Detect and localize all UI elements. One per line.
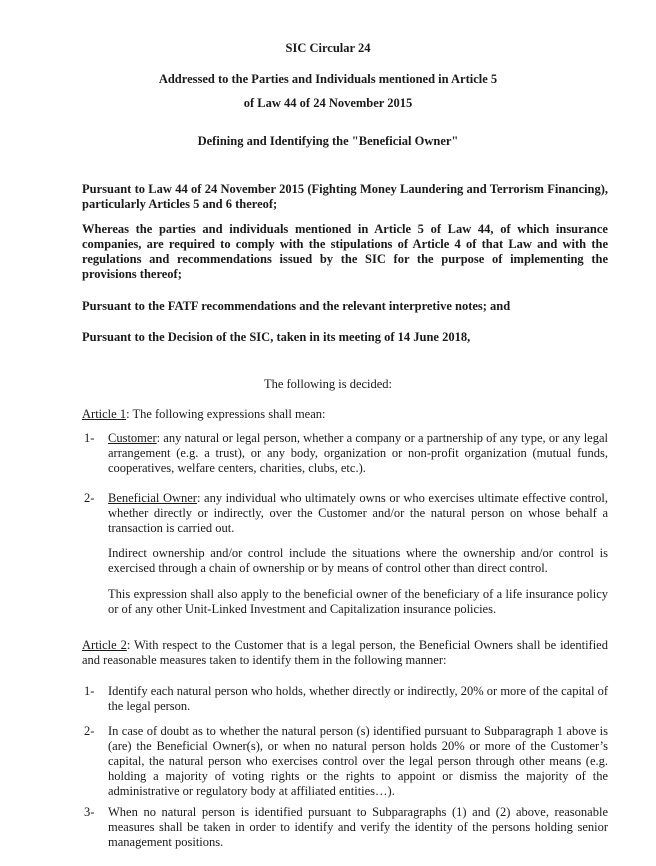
article-2-item-3 <box>84 805 608 850</box>
defining-heading: Defining and Identifying the "Beneficial Owner" <box>197 134 459 148</box>
term-beneficial-owner: Beneficial Owner <box>108 491 197 505</box>
article-2-label: Article 2 <box>82 638 127 652</box>
article-2-item-3-text: When no natural person is identified pursuant to Subparagraphs (1) and (2) above, reasonable measures shall be taken in order to identify and verify the identity of the persons holding senior management positions. <box>108 805 608 849</box>
article-1-label: Article 1 <box>82 407 127 421</box>
article-2-intro-text: : With respect to the Customer that is a legal person, the Beneficial Owners shall be identified and reasonable measures taken to identify them in the following manner: <box>82 638 608 667</box>
list-number: 1- <box>84 431 95 445</box>
term-customer: Customer <box>108 431 157 445</box>
list-number: 3- <box>84 805 95 819</box>
list-number: 2- <box>84 724 95 738</box>
article-1-item-customer <box>84 431 608 476</box>
decided-line: The following is decided: <box>263 377 393 391</box>
addressed-line: Addressed to the Parties and Individuals mentioned in Article 5 <box>158 72 498 86</box>
article-2-item-1 <box>84 684 608 714</box>
paragraph-indirect-ownership: Indirect ownership and/or control include the situations where the ownership and/or control is exercised through a chain of ownership or by means of control other than direct control. <box>108 546 608 575</box>
article-2-item-2-text: In case of doubt as to whether the natural person (s) identified pursuant to Subparagraph 1 above is (are) the Beneficial Owner(s), or when no natural person holds 20% or more of the Customer’s capital, the natural person who exercises control over the legal person through other means (e.g. holding a majority of voting rights or the rights to appoint or dismiss the majority of the administrative or regulatory body at affiliated entities…). <box>108 724 608 798</box>
preamble-pursuant-law: Pursuant to Law 44 of 24 November 2015 (Fighting Money Laundering and Terrorism Financing), particularly Articles 5 and 6 thereof; <box>82 182 608 211</box>
article-2-intro <box>82 638 608 668</box>
article-2-item-1-text: Identify each natural person who holds, whether directly or indirectly, 20% or more of the capital of the legal person. <box>108 684 608 713</box>
list-number: 1- <box>84 684 95 698</box>
circular-title: SIC Circular 24 <box>285 41 371 55</box>
paragraph-expression-scope: This expression shall also apply to the beneficial owner of the beneficiary of a life insurance policy or of any other Unit-Linked Investment and Capitalization insurance policies. <box>108 587 608 616</box>
article-1-item-beneficial-owner <box>84 491 608 536</box>
article-2-item-2 <box>84 724 608 799</box>
preamble-fatf: Pursuant to the FATF recommendations and the relevant interpretive notes; and <box>82 299 511 313</box>
law-line: of Law 44 of 24 November 2015 <box>243 96 413 110</box>
list-number: 2- <box>84 491 95 505</box>
definition-customer: : any natural or legal person, whether a company or a partnership of any type, or any legal arrangement (e.g. a trust), or any body, organization or non-profit organization (mutual funds, cooperatives, welfare centers, charities, clubs, etc.). <box>108 431 608 475</box>
definition-beneficial-owner: : any individual who ultimately owns or who exercises ultimate effective control, whether directly or indirectly, over the Customer and/or the natural person on whose behalf a transaction is carried out. <box>108 491 608 535</box>
article-1-intro-text: : The following expressions shall mean: <box>126 407 326 421</box>
preamble-whereas: Whereas the parties and individuals mentioned in Article 5 of Law 44, of which insurance companies, are required to comply with the stipulations of Article 4 of that Law and with the regulations and recommendations issued by the SIC for the purpose of implementing the provisions thereof; <box>82 222 608 281</box>
article-1-intro <box>82 407 608 422</box>
preamble-decision: Pursuant to the Decision of the SIC, taken in its meeting of 14 June 2018, <box>82 330 471 344</box>
